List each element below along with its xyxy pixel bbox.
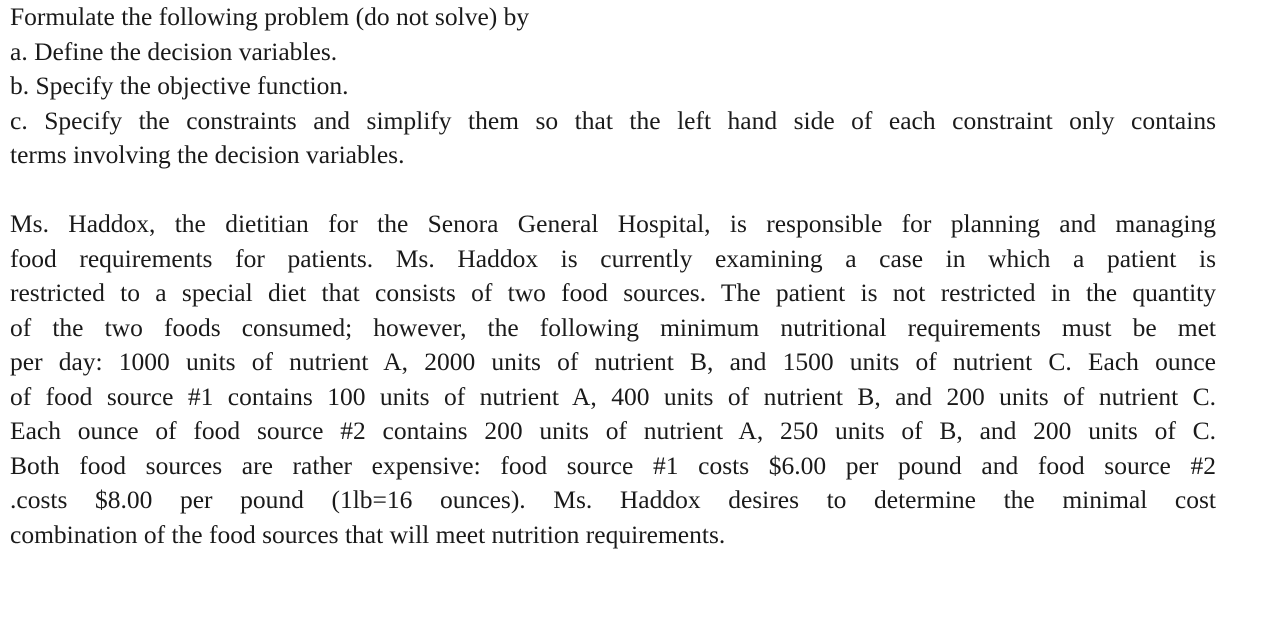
problem-line: per day: 1000 units of nutrient A, 2000 units of nutrient B, and 1500 units of nutrient C. Each ounce: [10, 347, 1216, 376]
instructions-intro: Formulate the following problem (do not solve) by: [10, 2, 530, 31]
problem-line: .costs $8.00 per pound (1lb=16 ounces). Ms. Haddox desires to determine the minimal cost: [10, 485, 1216, 514]
problem-line: of food source #1 contains 100 units of nutrient A, 400 units of nutrient B, and 200 units of nutrient C.: [10, 381, 1216, 411]
problem-line: food requirements for patients. Ms. Haddox is currently examining a case in which a patient is: [10, 243, 1216, 273]
problem-line: of the two foods consumed; however, the following minimum nutritional requirements must be met: [10, 312, 1216, 342]
instruction-item-c: c. Specify the constraints and simplify them so that the left hand side of each constraint only contains: [10, 105, 1216, 135]
instruction-item-a: a. Define the decision variables.: [10, 36, 338, 66]
instructions: [10, 0, 1216, 173]
document: [10, 0, 1216, 552]
instruction-item-c-continued: terms involving the decision variables.: [10, 140, 405, 169]
problem-line: Each ounce of food source #2 contains 200 units of nutrient A, 250 units of B, and 200 units of C.: [10, 416, 1216, 445]
problem-statement: [10, 207, 1216, 552]
problem-line: restricted to a special diet that consists of two food sources. The patient is not restricted in the quantity: [10, 278, 1216, 307]
problem-line-last: combination of the food sources that will meet nutrition requirements.: [10, 519, 726, 549]
problem-line: Both food sources are rather expensive: food source #1 costs $6.00 per pound and food source #2: [10, 450, 1216, 480]
problem-line: Ms. Haddox, the dietitian for the Senora General Hospital, is responsible for planning and managing: [10, 209, 1216, 238]
instruction-item-b: b. Specify the objective function.: [10, 71, 349, 100]
